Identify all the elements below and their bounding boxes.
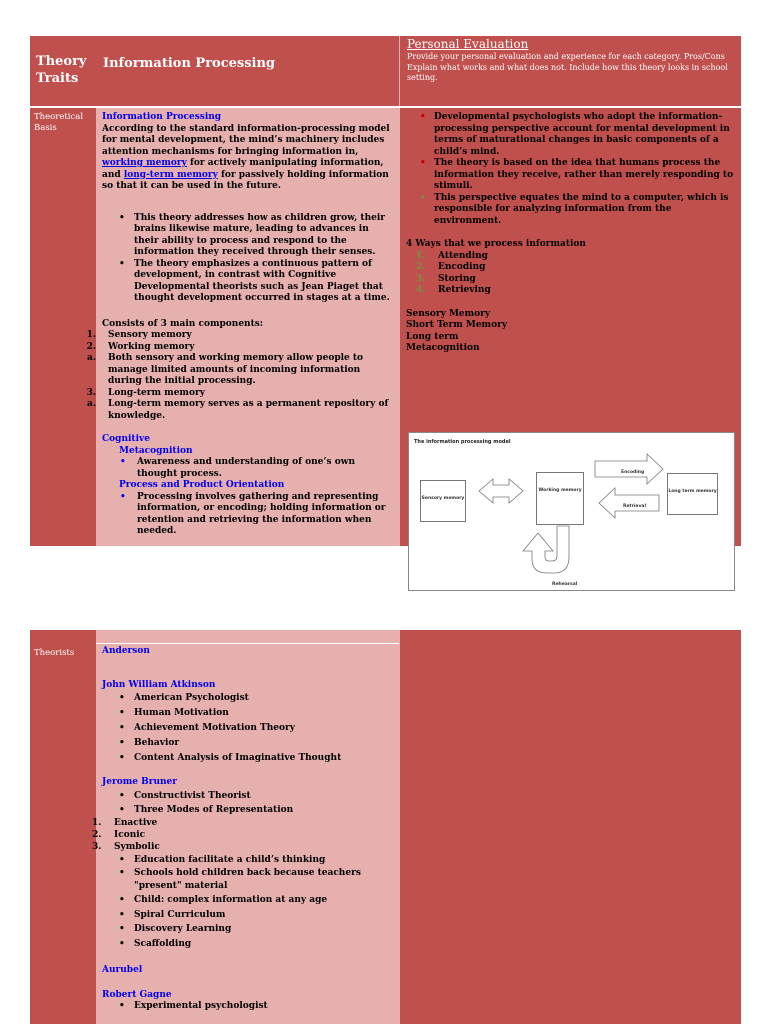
list-item: 1. Enactive [92,817,158,828]
list-item [84,330,393,342]
personal-evaluation-title: Personal Evaluation [407,37,529,51]
list-item: • The theory is based on the idea that humans process the information they receive, rather than merely responding to stimuli. [406,158,737,193]
process-product-heading: Process and Product Orientation [119,480,285,490]
rehearsal-arrow-icon [523,526,569,573]
list-text: Storing [438,273,476,284]
list-item: 3. Symbolic [92,841,160,852]
list-item: • Achievement Motivation Theory [102,721,393,736]
long-term-memory-link[interactable]: long-term memory [123,169,218,180]
list-item: • Child: complex information at any age [102,893,393,908]
list-item: • Processing involves gathering and representing information, or encoding; holding information or retention and retrieving the information when needed. [102,492,393,538]
list-marker: a. [87,353,96,363]
list-item: • Human Motivation [102,706,393,721]
theorist-gagne: Robert Gagne [102,989,172,1000]
theory-table-1 [30,36,741,587]
list-item: • Developmental psychologists who adopt the information-processing perspective account for mental development in terms of maturational changes in basic components of a child’s mind. [406,112,737,158]
list-item: • Education facilitate a child’s thinking [102,853,393,868]
theorists-label: Theorists [34,648,75,658]
memory-type: Long term [406,331,459,342]
list-item [84,388,393,400]
list-item: • Content Analysis of Imaginative Thought [102,751,393,766]
theorists-evaluation-cell [399,630,741,1024]
cognitive-heading: Cognitive [102,434,150,444]
list-text: Attending [438,250,488,261]
list-text: Iconic [114,829,146,840]
top-divider [96,643,399,644]
list-text: Long-term memory [108,387,205,398]
personal-evaluation-instructions: Provide your personal evaluation and experience for each category. Pros/Cons Explain what works and what does not. Include how this theory looks in school setting. [407,52,728,82]
working-memory-link[interactable]: working memory [102,158,187,168]
list-text: Symbolic [114,841,160,852]
list-marker: 3. [86,387,96,398]
list-item: • This perspective equates the mind to a computer, which is responsible for analyzing information from the environment. [406,193,737,228]
info-processing-intro [102,124,393,193]
information-processing-diagram [408,432,735,591]
list-marker: 2. [86,341,96,352]
intro-text-b: for actively manipulating information, and [102,158,384,180]
theorist-anderson: Anderson [102,646,150,656]
list-text: Enactive [114,817,158,828]
theoretical-basis-content [86,108,399,546]
list-item: • Behavior [102,736,393,751]
sensory-memory-label: Sensory memory [421,496,465,501]
rehearsal-label: Rehearsal [552,582,578,587]
list-item: • This theory addresses how as children grow, their brains likewise mature, leading to advances in their ability to process and respond to the information they received through their senses. [102,213,393,259]
theoretical-basis-label: Theoretical Basis [34,112,84,133]
list-item: • Spiral Curriculum [102,908,393,923]
list-item: • Scaffolding [102,937,393,952]
list-item: 3. Storing [416,273,476,284]
retrieval-label: Retrieval [623,504,646,509]
memory-type: Metacognition [406,343,480,353]
header-information-processing [96,36,399,106]
memory-type: Sensory Memory [406,308,491,319]
list-item: • Awareness and understanding of one’s own thought process. [102,457,393,480]
list-item: • Three Modes of Representation [102,803,393,817]
header-col2-text: Information Processing [103,56,276,71]
theorist-atkinson: John William Atkinson [102,679,216,690]
list-item: • American Psychologist [102,691,393,706]
list-item: • The theory emphasizes a continuous pattern of development, in contrast with Cognitive Developmental theorists such as Jean Piaget that thought development occurred in stages at a time. [102,259,393,305]
list-item [84,353,393,388]
list-text: Sensory memory [108,330,192,340]
ways-heading: 4 Ways that we process information [406,239,586,249]
theoretical-basis-label-cell [30,108,96,546]
long-term-memory-label: Long term memory [668,489,717,494]
list-item [84,342,393,354]
list-text: Long-term memory serves as a permanent repository of knowledge. [108,399,389,421]
header-personal-evaluation [399,36,741,106]
list-text: Encoding [438,262,486,272]
list-item: 2. Iconic [92,829,146,840]
list-item: • Discovery Learning [102,922,393,937]
list-text: Working memory [108,341,195,352]
working-memory-label: Working memory [538,488,582,493]
header-theory-traits [30,36,96,106]
components-heading: Consists of 3 main components: [102,318,264,329]
theorist-ausubel: Aurubel [102,965,143,975]
list-text: Both sensory and working memory allow people to manage limited amounts of incoming information during the initial processing. [108,353,364,386]
list-item: 1. Attending [416,250,488,261]
info-processing-heading: Information Processing [102,112,222,122]
evaluation-content [399,108,741,587]
double-arrow-icon [479,479,523,503]
list-item: • Experimental psychologist [102,1001,393,1013]
theorists-content [92,630,399,1024]
encoding-label: Encoding [621,470,645,475]
intro-text-a: According to the standard information-processing model for mental development, the mind’s machinery includes attention mechanisms for bringing information in, [102,123,390,157]
theorists-label-cell [30,630,96,1024]
theory-table-2 [30,630,741,1024]
diagram-title: The information processing model [414,439,511,445]
theorist-bruner: Jerome Bruner [102,777,178,787]
list-marker: 1. [86,330,96,340]
intro-text-c: for passively holding information so that it can be used in the future. [102,169,389,191]
list-item: 4. Retrieving [416,285,491,295]
metacognition-heading: Metacognition [119,445,193,456]
list-item [84,399,393,422]
list-item: • Schools hold children back because teachers "present" material [102,867,393,893]
header-col1-text: Theory Traits [36,54,87,86]
list-item: • Constructivist Theorist [102,789,393,803]
list-marker: a. [87,399,96,409]
list-text: Retrieving [438,285,491,295]
list-item: 2. Encoding [416,262,486,272]
memory-type: Short Term Memory [406,320,508,330]
diagram-arrows [409,433,736,592]
